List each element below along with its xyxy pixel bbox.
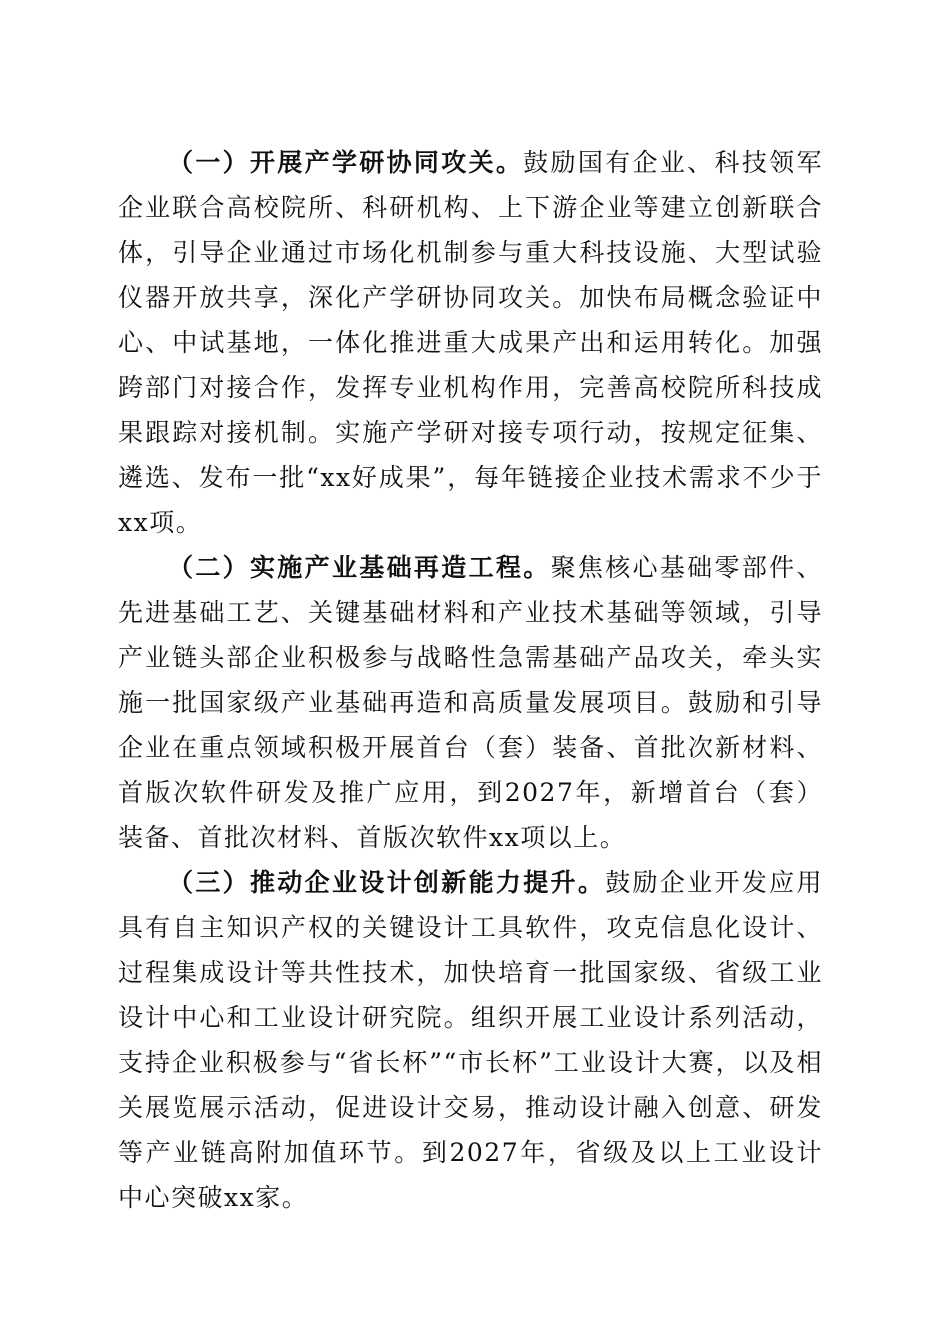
document-body <box>118 140 823 1220</box>
paragraph-3-body: 鼓励企业开发应用具有自主知识产权的关键设计工具软件，攻克信息化设计、过程集成设计等共性技术，加快培育一批国家级、省级工业设计中心和工业设计研究院。组织开展工业设计系列活动，支持企业积极参与“省长杯”“市长杯”工业设计大赛，以及相关展览展示活动，促进设计交易，推动设计融入创意、研发等产业链高附加值环节。到2027年，省级及以上工业设计中心突破xx家。 <box>118 868 823 1212</box>
paragraph-3 <box>118 860 823 1220</box>
paragraph-2 <box>118 545 823 860</box>
paragraph-1-heading: （一）开展产学研协同攻关。 <box>168 148 524 177</box>
paragraph-1-body: 鼓励国有企业、科技领军企业联合高校院所、科研机构、上下游企业等建立创新联合体，引导企业通过市场化机制参与重大科技设施、大型试验仪器开放共享，深化产学研协同攻关。加快布局概念验证中心、中试基地，一体化推进重大成果产出和运用转化。加强跨部门对接合作，发挥专业机构作用，完善高校院所科技成果跟踪对接机制。实施产学研对接专项行动，按规定征集、遴选、发布一批“xx好成果”，每年链接企业技术需求不少于xx项。 <box>118 148 823 537</box>
paragraph-3-heading: （三）推动企业设计创新能力提升。 <box>168 868 606 897</box>
paragraph-2-body: 聚焦核心基础零部件、先进基础工艺、关键基础材料和产业技术基础等领域，引导产业链头部企业积极参与战略性急需基础产品攻关，牵头实施一批国家级产业基础再造和高质量发展项目。鼓励和引导企业在重点领域积极开展首台（套）装备、首批次新材料、首版次软件研发及推广应用，到2027年，新增首台（套）装备、首批次材料、首版次软件xx项以上。 <box>118 553 823 852</box>
paragraph-2-heading: （二）实施产业基础再造工程。 <box>168 553 551 582</box>
paragraph-1 <box>118 140 823 545</box>
